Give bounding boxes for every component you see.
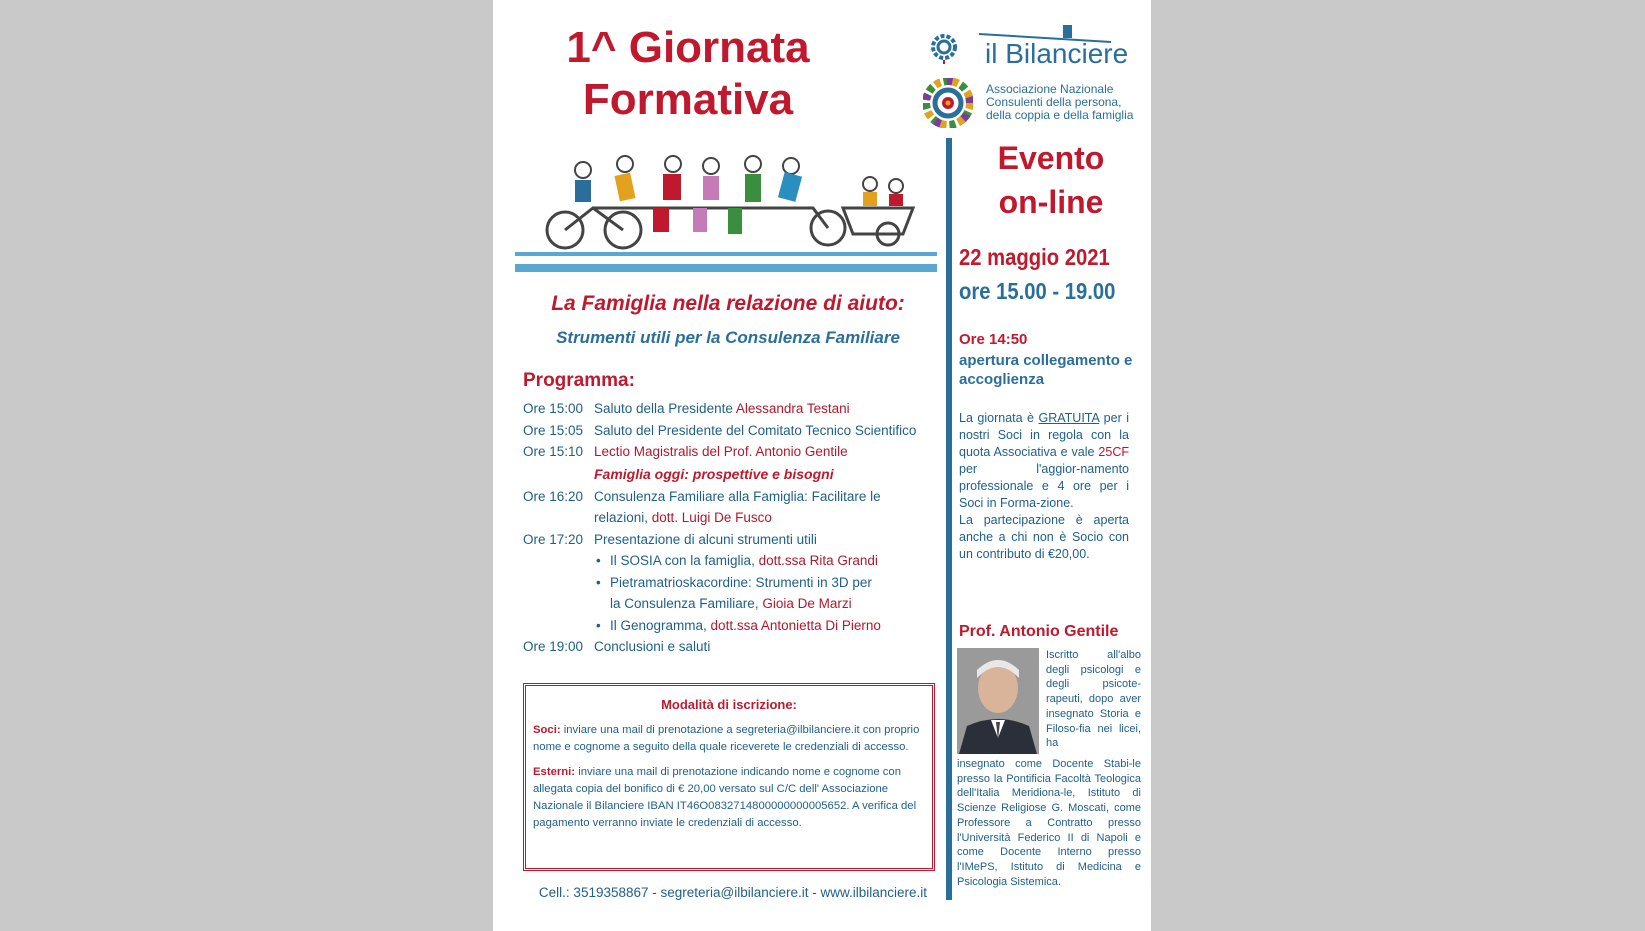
- event-subtitle: La Famiglia nella relazione di aiuto:: [551, 292, 905, 315]
- contact-line: Cell.: 3519358867 - segreteria@ilbilanciere.it - www.ilbilanciere.it: [538, 885, 928, 900]
- event-mode: [961, 136, 1141, 224]
- registration-external: [533, 764, 925, 832]
- title-line-1: 1^ Giornata: [566, 23, 810, 72]
- registration-label: Esterni:: [533, 766, 576, 778]
- event-poster: [493, 0, 1151, 931]
- logo-subtitle-line: Associazione Nazionale: [986, 82, 1114, 96]
- registration-text: inviare una mail di prenotazione a segreteria@ilbilanciere.it con proprio nome e cognome a seguito della quale riceverete le credenziali di accesso.: [533, 724, 920, 753]
- program-time: Ore 16:20: [523, 488, 584, 504]
- credits-value: 25CF: [1098, 445, 1129, 459]
- program-text: Saluto del Presidente del Comitato Tecnico Scientifico: [594, 422, 917, 438]
- program-text-part: Saluto della Presidente: [594, 401, 736, 416]
- program-row: [523, 486, 943, 529]
- program-text-part: Consulenza Familiare alla Famiglia: Facilitare le: [594, 488, 881, 504]
- program-text-part: relazioni,: [594, 510, 652, 525]
- program-time: Ore 15:00: [523, 401, 584, 416]
- program-row: [523, 441, 943, 463]
- program-row: [523, 420, 943, 442]
- speaker-name-heading: Prof. Antonio Gentile: [959, 623, 1119, 640]
- program-text: Conclusioni e saluti: [594, 639, 711, 654]
- logo-subtitle: [986, 83, 1146, 122]
- program-text-part: Il Genogramma,: [610, 617, 711, 633]
- speaker-photo: [957, 648, 1039, 754]
- program-row: [523, 615, 943, 637]
- program-bullet: [594, 615, 943, 637]
- program-row: [523, 398, 943, 420]
- speaker-bio-continued: insegnato come Docente Stabi-le presso la Pontificia Facoltà Teologica dell'Italia Meridiona-le, Istituto di Scienze Religiose G. Moscati, come Professore a Contratto presso l'Università Federico II di Napoli e come Docente Interno presso l'IMePS, Istituto di Medicina e Psicologia Sistemica.: [957, 758, 1141, 888]
- info-text: per l'aggior-namento professionale e 4 ore per i Soci in Forma-zione.: [959, 462, 1129, 510]
- registration-box: [523, 683, 935, 871]
- decorative-stripe: [515, 264, 937, 272]
- speaker-name: dott.ssa Rita Grandi: [758, 553, 878, 568]
- program-row: [523, 636, 943, 658]
- registration-members: [533, 722, 925, 756]
- title-line-2: Formativa: [582, 75, 794, 124]
- program-time: Ore 15:10: [523, 444, 584, 459]
- program-time: Ore 15:05: [523, 422, 584, 438]
- family-bike-illustration: [513, 152, 943, 252]
- logo-name: il Bilanciere: [985, 38, 1129, 69]
- poster-title: [523, 22, 853, 126]
- program-heading: Programma:: [523, 370, 635, 391]
- opening-time: Ore 14:50: [959, 331, 1028, 348]
- program-time: Ore 17:20: [523, 531, 584, 547]
- event-subtitle-secondary: Strumenti utili per la Consulenza Familiare: [556, 328, 900, 347]
- program-text: [594, 486, 943, 529]
- event-mode-line: Evento: [997, 140, 1105, 176]
- participation-info: [959, 410, 1129, 563]
- program-row: [523, 572, 943, 615]
- color-wheel-icon: [923, 78, 973, 128]
- speaker-name: Gioia De Marzi: [762, 596, 852, 611]
- program-row: [523, 529, 943, 551]
- speaker-name: Alessandra Testani: [735, 401, 850, 416]
- free-badge: GRATUITA: [1038, 411, 1100, 425]
- program-text-part: Il SOSIA con la famiglia,: [610, 553, 759, 568]
- event-mode-line: on-line: [998, 184, 1104, 220]
- logo-subtitle-line: della coppia e della famiglia: [986, 108, 1134, 122]
- info-text: per i nostri Soci in regola con la quota Associativa e vale: [959, 411, 1129, 459]
- opening-text: apertura collegamento e accoglienza: [959, 352, 1133, 388]
- registration-label: Soci:: [533, 724, 561, 736]
- speaker-name: dott. Luigi De Fusco: [651, 510, 772, 525]
- program-text: Presentazione di alcuni strumenti utili: [594, 531, 817, 547]
- program-row: [523, 550, 943, 572]
- registration-text: inviare una mail di prenotazione indicando nome e cognome con allegata copia del bonifico di € 20,00 versato sul C/C dell' Associazione Nazionale il Bilanciere IBAN IT46O0832714800000000005652. A verifica del pagamento verranno inviate le credenziali di accesso.: [533, 766, 917, 829]
- info-text: La partecipazione è aperta anche a chi non è Socio con un contributo di €20,00.: [959, 513, 1129, 561]
- program-list: [523, 398, 943, 658]
- event-hours: ore 15.00 - 19.00: [959, 278, 1116, 304]
- speaker-name: dott.ssa Antonietta Di Pierno: [710, 617, 881, 633]
- program-bullet: [594, 572, 943, 615]
- event-date: 22 maggio 2021: [959, 244, 1110, 270]
- program-bullet: [594, 550, 943, 572]
- info-text: La giornata è: [959, 411, 1039, 425]
- column-divider: [946, 138, 952, 900]
- program-text: [594, 398, 943, 420]
- lectio-title: Famiglia oggi: prospettive e bisogni: [594, 465, 834, 482]
- program-text: Lectio Magistralis del Prof. Antonio Gentile: [594, 444, 848, 459]
- gear-icon: [927, 30, 961, 64]
- logo-subtitle-line: Consulenti della persona,: [986, 95, 1122, 109]
- decorative-stripe: [515, 252, 937, 256]
- speaker-bio: Iscritto all'albo degli psicologi e degli psicote-rapeuti, dopo aver insegnato Storia e Filoso-fia nei licei, ha: [1046, 649, 1141, 750]
- program-time: Ore 19:00: [523, 639, 584, 654]
- registration-title: Modalità di iscrizione:: [661, 697, 797, 712]
- program-text-part: la Consulenza Familiare,: [610, 596, 763, 611]
- program-text-part: Pietramatrioskacordine: Strumenti in 3D per: [610, 574, 872, 590]
